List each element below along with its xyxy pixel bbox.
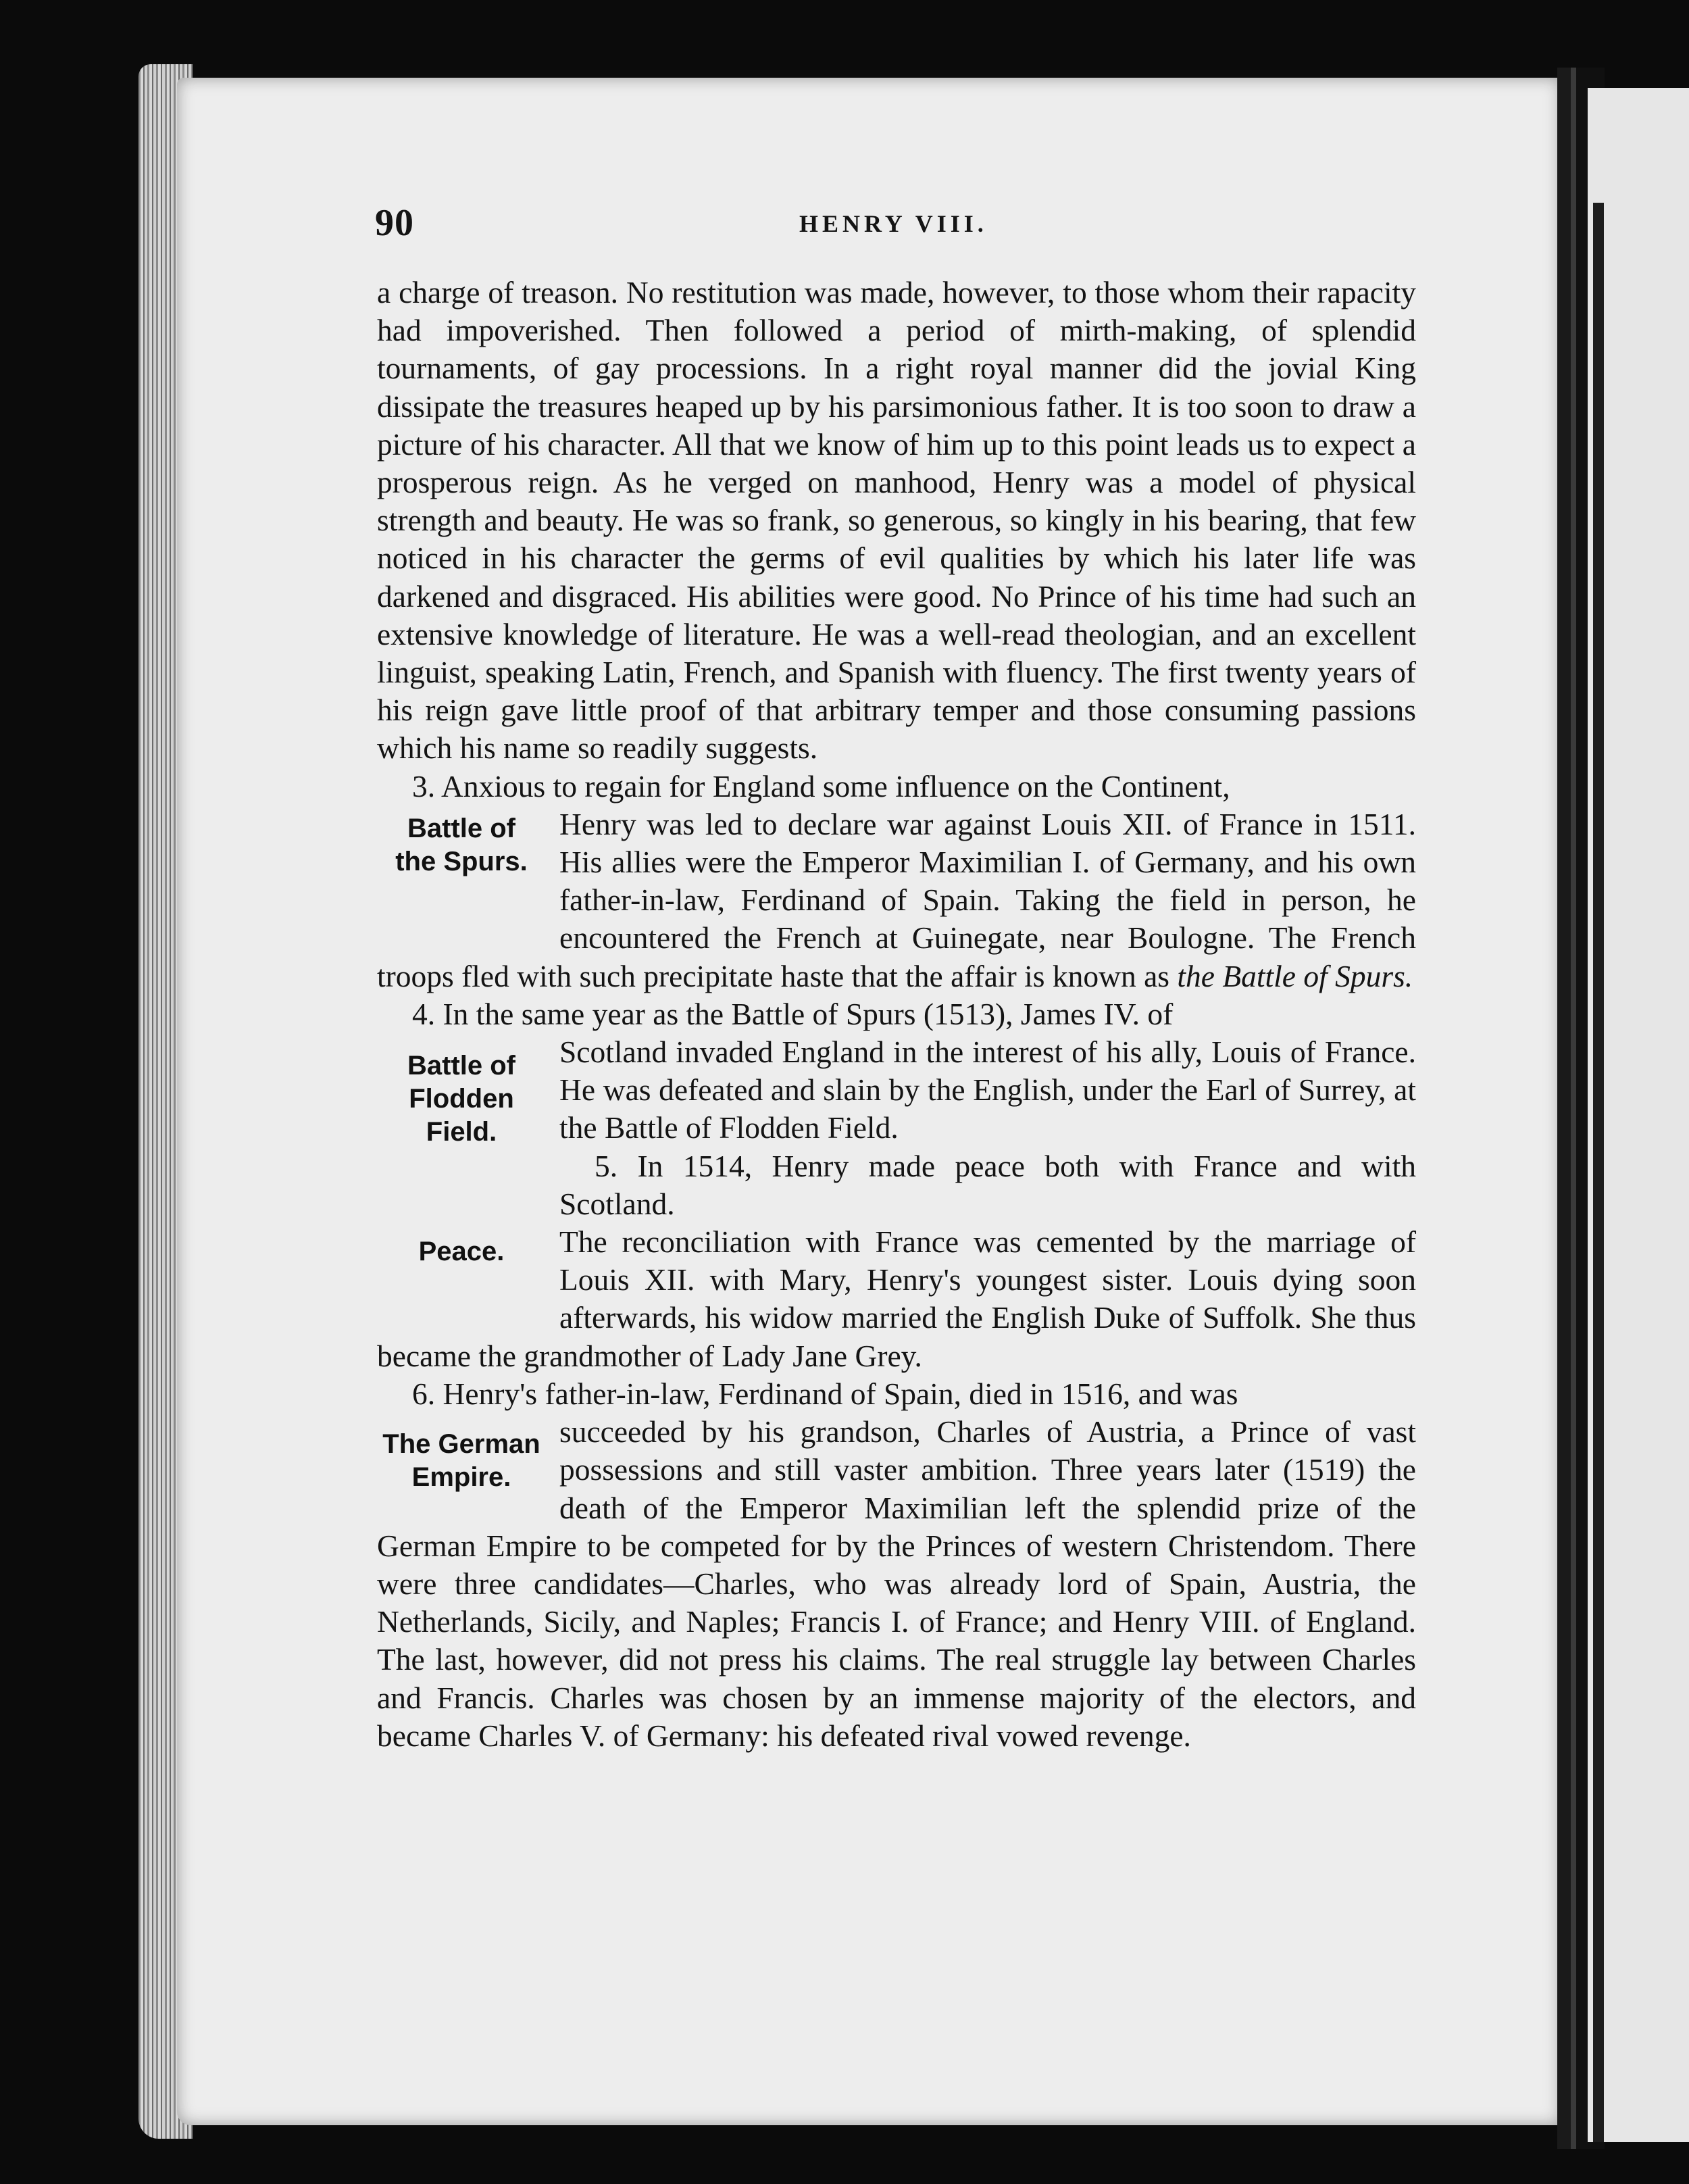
paragraph-3-body: Henry was led to declare war against Louis XII. of France in 1511. His allies were the Emperor Maximilian I. of Germany, and his own father-in-law, Ferdinand of Spain. Taking the field in person, he encountered the French at Guinegate, near Boulogne. The French troops fled with such precipitate haste that the affair is known as <box>377 806 1416 993</box>
paragraph-6-lead: 6. Henry's father-in-law, Ferdinand of Spain, died in 1516, and was <box>412 1376 1238 1411</box>
paragraph-4-lead: 4. In the same year as the Battle of Spurs (1513), James IV. of <box>412 996 1174 1031</box>
sidenote-battle-of-flodden-field: Battle of Flodden Field. <box>407 1051 515 1147</box>
paragraph-4-body: Scotland invaded England in the interest of his ally, Louis of France. He was defeated and slain by the English, under the Earl of Surrey, at the Battle of Flodden Field. <box>559 1035 1416 1145</box>
page-body <box>377 274 1416 1755</box>
facing-page-edge <box>1588 88 1689 2142</box>
paragraph-5-body: The reconciliation with France was cemented by the marriage of Louis XII. with Mary, Henry's youngest sister. Louis dying soon afterwards, his widow married the English Duke of Suffolk. She thus became the grandmother of Lady Jane Grey. <box>377 1224 1416 1373</box>
battle-of-spurs-italic: the Battle of Spurs. <box>1177 958 1413 993</box>
paragraph-5 <box>377 1223 1416 1375</box>
sidenote-battle-of-spurs: Battle of the Spurs. <box>395 813 528 876</box>
paragraph-6-body: succeeded by his grandson, Charles of Austria, a Prince of vast possessions and still vaster ambition. Three years later (1519) the death of the Emperor Maximilian left the splendid prize of the German Empire to be competed for by the Princes of western Christendom. There were three candidates—Charles, who was already lord of Spain, Austria, the Netherlands, Sicily, and Naples; Francis I. of France; and Henry VIII. of England. The last, however, did not press his claims. The real struggle lay between Charles and Francis. Charles was chosen by an immense majority of the electors, and became Charles V. of Germany: his defeated rival vowed revenge. <box>377 1414 1416 1753</box>
paragraph-5-lead: 5. In 1514, Henry made peace both with France and with Scotland. <box>559 1148 1416 1221</box>
paragraph-6 <box>377 1413 1416 1755</box>
paragraph-4 <box>377 1033 1416 1147</box>
facing-page-rule <box>1593 203 1604 2142</box>
running-title: HENRY VIII. <box>799 210 988 237</box>
paragraph-3-lead: 3. Anxious to regain for England some influence on the Continent, <box>412 768 1230 803</box>
sidenote-peace: Peace. <box>418 1237 505 1267</box>
sidenote-german-empire: The German Empire. <box>382 1429 540 1493</box>
paragraph-intro: a charge of treason. No restitution was made, however, to those whom their rapacity had impoverished. Then followed a period of mirth-making, of splendid tournaments, of gay processions. In a right royal manner did the jovial King dissipate the treasures heaped up by his parsimonious father. It is too soon to draw a picture of his character. All that we know of him up to this point leads us to expect a prosperous reign. As he verged on manhood, Henry was a model of physical strength and beauty. He was so frank, so generous, so kingly in his bearing, that few noticed in his character the germs of evil qualities by which his later life was darkened and disgraced. His abilities were good. No Prince of his time had such an extensive knowledge of literature. He was a well-read theologian, and an excellent linguist, speaking Latin, French, and Spanish with fluency. The first twenty years of his reign gave little proof of that arbitrary temper and those consuming passions which his name so readily suggests. <box>377 275 1416 766</box>
page-number: 90 <box>375 202 414 244</box>
paragraph-3 <box>377 805 1416 995</box>
